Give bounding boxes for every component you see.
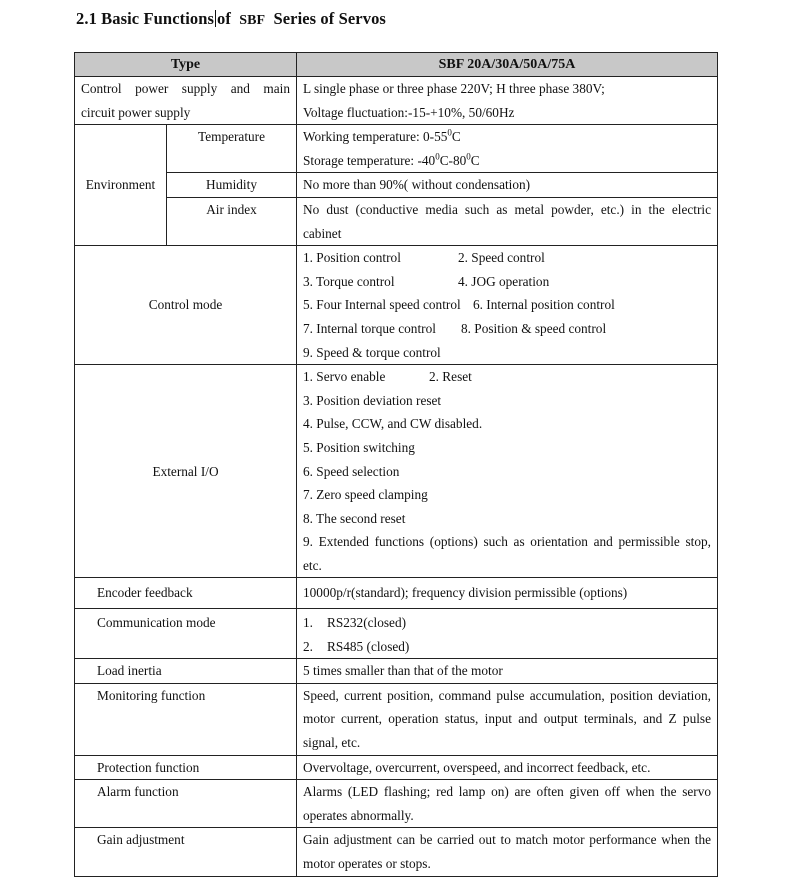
table-row-communication <box>75 609 718 659</box>
encoder-value: 10000p/r(standard); frequency division permissible (options) <box>297 578 718 609</box>
load-inertia-value: 5 times smaller than that of the motor <box>297 659 718 684</box>
power-value: L single phase or three phase 220V; H three phase 380V; Voltage fluctuation:-15-+10%, 50/60Hz <box>297 77 718 125</box>
communication-value: 1. RS232(closed) 2. RS485 (closed) <box>297 609 718 659</box>
temperature-value: Working temperature: $0-55^0C$ Storage temperature: $-40^0C-80^0C$ <box>297 125 718 173</box>
header-model: SBF 20A/30A/50A/75A <box>297 53 718 77</box>
table-row-protection <box>75 755 718 780</box>
table-row-alarm <box>75 780 718 828</box>
air-index-value: No dust (conductive media such as metal powder, etc.) in the electric cabinet <box>297 197 718 245</box>
gain-value: Gain adjustment can be carried out to match motor performance when the motor operates or stops. <box>297 828 718 876</box>
table-row-temperature <box>75 125 718 173</box>
alarm-label: Alarm function <box>75 780 297 828</box>
alarm-value: Alarms (LED flashing; red lamp on) are often given off when the servo operates abnormally. <box>297 780 718 828</box>
table-row-external-io <box>75 365 718 578</box>
temperature-label: Temperature <box>167 125 297 173</box>
title-suffix: Series of Servos <box>273 9 386 28</box>
protection-value: Overvoltage, overcurrent, overspeed, and incorrect feedback, etc. <box>297 755 718 780</box>
title-brand: SBF <box>239 13 266 28</box>
specifications-table <box>74 52 718 877</box>
text-cursor <box>215 10 216 27</box>
table-row-monitoring <box>75 683 718 755</box>
encoder-label: Encoder feedback <box>75 578 297 609</box>
table-row-air-index <box>75 197 718 245</box>
environment-label: Environment <box>75 125 167 246</box>
header-type: Type <box>75 53 297 77</box>
external-io-value: 1. Servo enable 2. Reset 3. Position deviation reset 4. Pulse, CCW, and CW disabled. 5. Position switching 6. Speed selection 7. Zero speed clamping 8. The second reset 9. Extended functions (options) such as orientation and permissible stop, etc. <box>297 365 718 578</box>
title-of: of <box>217 9 231 28</box>
gain-label: Gain adjustment <box>75 828 297 876</box>
control-mode-value: 1. Position control 2. Speed control 3. Torque control 4. JOG operation 5. Four Internal speed control 6. Internal position control 7. Internal torque control 8. Position & speed control 9. Speed & torque control <box>297 246 718 365</box>
table-row-humidity <box>75 173 718 198</box>
title-prefix: 2.1 Basic Functions <box>76 9 215 28</box>
control-mode-label: Control mode <box>75 246 297 365</box>
air-index-label: Air index <box>167 197 297 245</box>
external-io-label: External I/O <box>75 365 297 578</box>
load-inertia-label: Load inertia <box>75 659 297 684</box>
monitoring-value: Speed, current position, command pulse accumulation, position deviation, motor current, operation status, input and output terminals, and Z pulse signal, etc. <box>297 683 718 755</box>
table-header-row <box>75 53 718 77</box>
table-row-encoder <box>75 578 718 609</box>
monitoring-label: Monitoring function <box>75 683 297 755</box>
table-row-power <box>75 77 718 125</box>
protection-label: Protection function <box>75 755 297 780</box>
communication-label: Communication mode <box>75 609 297 659</box>
table-row-gain <box>75 828 718 876</box>
humidity-label: Humidity <box>167 173 297 198</box>
humidity-value: No more than 90%( without condensation) <box>297 173 718 198</box>
table-row-control-mode <box>75 246 718 365</box>
table-row-load-inertia <box>75 659 718 684</box>
power-label: Control power supply and main circuit power supply <box>75 77 297 125</box>
section-title <box>76 9 386 29</box>
